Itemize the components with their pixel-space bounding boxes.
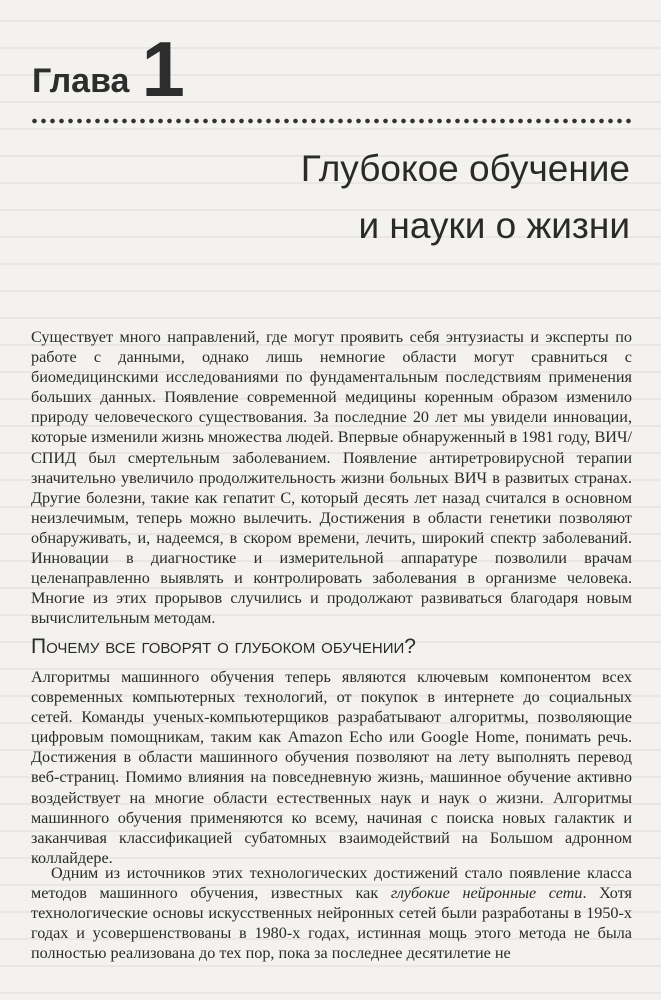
section-heading: Почему все говорят о глубоком обучении? <box>31 635 416 658</box>
dotted-divider <box>30 117 632 125</box>
ml-paragraph: Алгоритмы машинного обучения теперь являются ключевым компонентом всех современных компьютерных технологий, от покупок в интернете до социальных сетей. Команды ученых-компьютерщиков разрабатывают алгоритмы, позволяющие цифровым помощникам, таким как Amazon Echo или Google Home, понимать речь. Достижения в области машинного обучения позволяют на лету выполнять перевод веб-страниц. Помимо влияния на повседневную жизнь, машинное обучение активно воздействует на многие области естественных наук и наук о жизни. Алгоритмы машинного обучения применяются ко всему, начиная с поиска новых галактик и заканчивая классификацией субатомных взаимодействий на Большом адронном коллайдере. <box>31 668 632 867</box>
chapter-word: Глава <box>32 62 130 101</box>
intro-paragraph: Существует много направлений, где могут проявить себя энтузиасты и эксперты по работе с данными, однако лишь немногие области могут сравниться с биомедицинскими исследованиями по фундаментальным последствиям применения больших данных. Появление современной медицины коренным образом изменило природу человеческого существования. За последние 20 лет мы увидели инновации, которые изменили жизнь множества людей. Впервые обнаруженный в 1981 году, ВИЧ/СПИД был смертельным заболеванием. Появление антиретровирусной терапии значительно увеличило продолжительность жизни больных ВИЧ в развитых странах. Другие болезни, такие как гепатит С, который десять лет назад считался в основном неизлечимым, теперь можно вылечить. Достижения в области генетики позволяют обнаруживать, и, надеемся, в скором времени, лечить, широкий спектр заболеваний. Инновации в диагностике и измерительной аппаратуре позволили врачам целенаправленно выявлять и контролировать заболевания в организме человека. Многие из этих прорывов случились и продолжают развиваться благодаря новым вычислительным методам. <box>31 328 632 628</box>
chapter-label <box>32 25 185 113</box>
deep-networks-paragraph <box>31 863 632 963</box>
chapter-title-line-1: Глубокое обучение <box>300 148 630 189</box>
chapter-title <box>70 140 630 254</box>
chapter-title-line-2: и науки о жизни <box>358 205 630 246</box>
paragraph-text-before: Одним из источников этих технологических достижений стало появление класса методов машинного обучения, известных как <box>31 864 632 903</box>
chapter-number: 1 <box>141 25 185 113</box>
emphasized-term: глубокие нейронные сети <box>390 884 583 903</box>
paragraph-text-after: . Хотя технологические основы искусственных нейронных сетей были разработаны в 1950-х годах и усовершенствованы в 1980-х годах, истинная мощь этого метода не была полностью реализована до тех пор, пока за последнее десятилетие не <box>31 884 632 963</box>
